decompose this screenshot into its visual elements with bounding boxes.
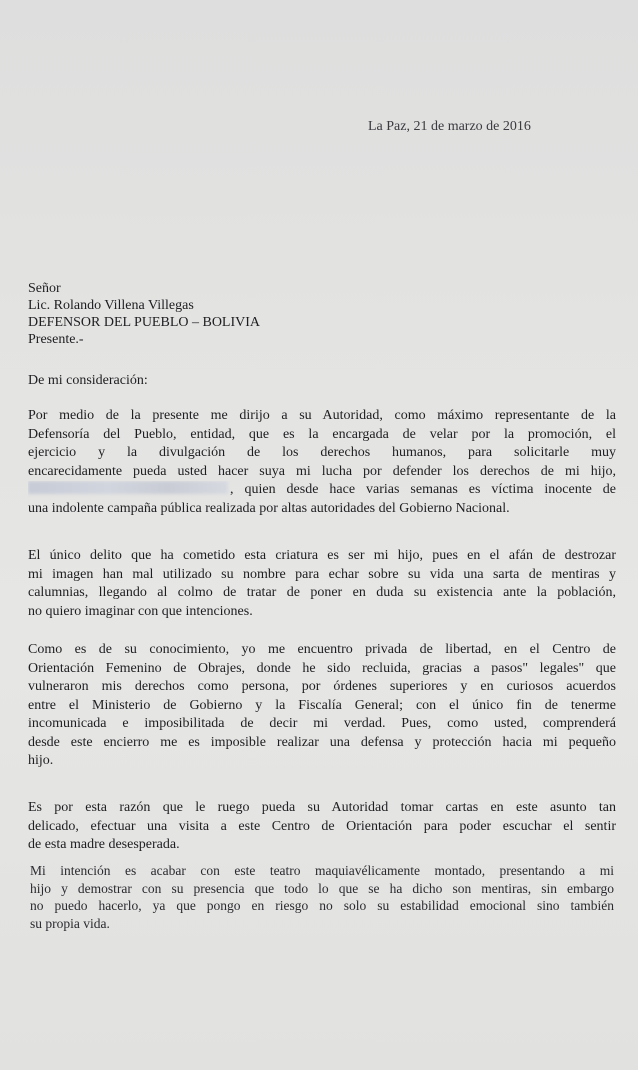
paragraph-5 xyxy=(30,862,614,932)
paragraph-line: Por medio de la presente me dirijo a su Autoridad, como máximo representante de la xyxy=(28,408,616,423)
paragraph-line: Mi intención es acabar con este teatro maquiavélicamente montado, presentando a mi xyxy=(30,863,614,878)
paragraph-line: calumnias, llegando al colmo de tratar de poner en duda su existencia ante la población, xyxy=(28,585,616,600)
paragraph-line: El único delito que ha cometido esta criatura es ser mi hijo, pues en el afán de destrozar xyxy=(28,548,616,563)
paragraph-line-redacted xyxy=(28,481,616,500)
letter-date: La Paz, 21 de marzo de 2016 xyxy=(368,119,531,134)
redacted-name xyxy=(28,481,228,494)
paragraph-line: no quiero imaginar con que intenciones. xyxy=(28,603,253,619)
paragraph-line: Como es de su conocimiento, yo me encuentro privada de libertad, en el Centro de xyxy=(28,642,616,657)
paragraph-line: desde este encierro me es imposible realizar una defensa y protección hacia mi pequeño xyxy=(28,734,616,750)
paragraph-line: de esta madre desesperada. xyxy=(28,837,180,852)
paragraph-line: delicado, efectuar una visita a este Centro de Orientación para poder escuchar el sentir xyxy=(28,818,616,834)
paragraph-line: Es por esta razón que le ruego pueda su Autoridad tomar cartas en este asunto tan xyxy=(28,800,616,815)
paragraph-line-text: , quien desde hace varias semanas es víctima inocente de xyxy=(230,482,616,497)
paragraph-1 xyxy=(28,407,616,518)
paragraph-line: ejercicio y la divulgación de los derechos humanos, para solicitarle muy xyxy=(28,445,616,460)
paragraph-line: Defensoría del Pueblo, entidad, que es la encargada de velar por la promoción, el xyxy=(28,426,616,442)
addressee-office: DEFENSOR DEL PUEBLO – BOLIVIA xyxy=(28,315,261,330)
salutation: De mi consideración: xyxy=(28,373,148,388)
paragraph-line: entre el Ministerio de Gobierno y la Fiscalía General; con el único fin de tenerme xyxy=(28,697,616,713)
paragraph-line: Orientación Femenino de Obrajes, donde he sido recluida, gracias a pasos" legales" que xyxy=(28,660,616,676)
paragraph-line: hijo. xyxy=(28,753,54,768)
addressee-presente: Presente.- xyxy=(28,332,84,347)
paragraph-line: mi imagen han mal utilizado su nombre para echar sobre su vida una sarta de mentiras y xyxy=(28,566,616,582)
paragraph-4 xyxy=(28,799,616,855)
addressee-block xyxy=(28,280,260,348)
paragraph-line: vulneraron mis derechos como persona, por órdenes superiores y en curiosos acuerdos xyxy=(28,679,616,694)
paragraph-line: hijo y demostrar con su presencia que todo lo que se ha dicho son mentiras, sin embargo xyxy=(30,880,614,896)
paragraph-2 xyxy=(28,547,616,621)
paragraph-3 xyxy=(28,641,616,771)
paragraph-line: incomunicada e imposibilitada de decir mi verdad. Pues, como usted, comprenderá xyxy=(28,716,616,731)
paragraph-line: no puedo hacerlo, ya que pongo en riesgo no solo su estabilidad emocional sino también xyxy=(30,898,614,913)
paragraph-line: una indolente campaña pública realizada por altas autoridades del Gobierno Nacional. xyxy=(28,500,510,516)
addressee-title: Señor xyxy=(28,281,61,296)
paragraph-line: encarecidamente pueda usted hacer suya mi lucha por defender los derechos de mi hijo, xyxy=(28,463,616,479)
paragraph-line: su propia vida. xyxy=(30,915,110,931)
addressee-name: Lic. Rolando Villena Villegas xyxy=(28,298,194,313)
